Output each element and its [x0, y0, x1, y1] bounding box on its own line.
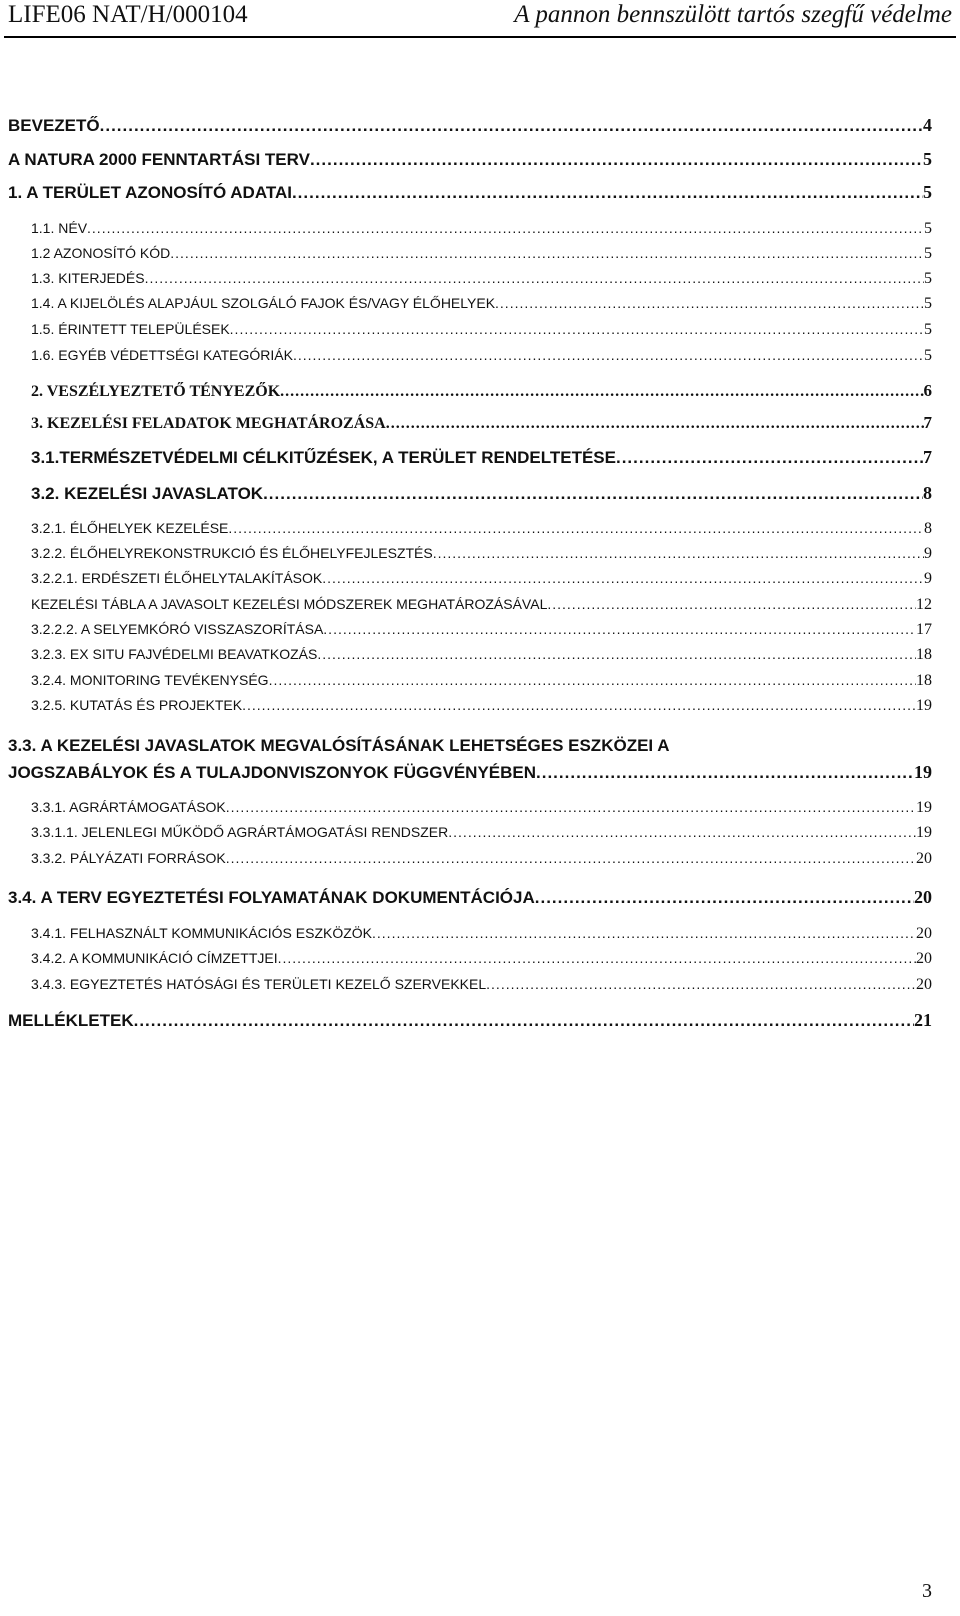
toc-entry-text: 2. VESZÉLYEZTETŐ TÉNYEZŐK [31, 383, 281, 400]
toc-entry-text: 3. KEZELÉSI FELADATOK MEGHATÁROZÁSA [31, 415, 386, 432]
toc-entry-mellekletek[interactable] [8, 1010, 932, 1031]
toc-entry-3-3-1[interactable] [31, 799, 932, 817]
toc-entry-page: 5 [924, 245, 932, 262]
toc-entry-3-2-2-2[interactable] [31, 621, 932, 639]
page-number: 3 [922, 1580, 932, 1602]
document-title: A pannon bennszülött tartós szegfű védelme [514, 1, 952, 28]
toc-entry-3-3-1-1[interactable] [31, 824, 932, 842]
toc-entry-3-2[interactable] [31, 483, 932, 504]
toc-entry-natura-2000[interactable] [8, 149, 932, 170]
toc-entry-text: 3.4.2. A KOMMUNIKÁCIÓ CÍMZETTJEI [31, 950, 278, 966]
toc-entry-text: 3.2.5. KUTATÁS ÉS PROJEKTEK [31, 697, 243, 713]
toc-entry-1-6[interactable] [31, 347, 932, 365]
toc-entry-page: 9 [924, 545, 932, 562]
toc-entry-3-1[interactable] [31, 447, 932, 468]
toc-entry-page: 5 [924, 295, 932, 312]
toc-entry-text: 3.3.1.1. JELENLEGI MŰKÖDŐ AGRÁRTÁMOGATÁSI RENDSZER [31, 824, 449, 840]
toc-entry-page: 20 [916, 976, 932, 993]
toc-entry-text: 1.5. ÉRINTETT TELEPÜLÉSEK [31, 321, 230, 337]
toc-entry-2[interactable] [31, 381, 932, 401]
toc-entry-3-4-1[interactable] [31, 925, 932, 943]
toc-entry-page: 20 [914, 887, 932, 907]
toc-entry-page: 5 [924, 270, 932, 287]
toc-entry-text: 3.2.1. ÉLŐHELYEK KEZELÉSE [31, 520, 229, 536]
toc-entry-page: 8 [923, 483, 932, 503]
toc-entry-3-2-2[interactable] [31, 545, 932, 563]
toc-entry-3-2-4[interactable] [31, 672, 932, 690]
header-divider [4, 36, 956, 38]
toc-entry-3-2-5[interactable] [31, 697, 932, 715]
toc-entry-text: 1.3. KITERJEDÉS [31, 270, 145, 286]
toc-entry-page: 19 [916, 799, 932, 816]
toc-entry-text: 3.1.TERMÉSZETVÉDELMI CÉLKITŰZÉSEK, A TERÜLET RENDELTETÉSE [31, 448, 616, 467]
toc-entry-page: 20 [916, 925, 932, 942]
toc-entry-text: 3.2. KEZELÉSI JAVASLATOK [31, 484, 264, 503]
toc-entry-3-3-2[interactable] [31, 850, 932, 868]
toc-entry-text: 3.2.4. MONITORING TEVÉKENYSÉG [31, 672, 269, 688]
toc-entry-3[interactable] [31, 413, 932, 433]
toc-entry-page: 19 [916, 824, 932, 841]
toc-entry-text: 1.6. EGYÉB VÉDETTSÉGI KATEGÓRIÁK [31, 347, 293, 363]
toc-entry-page: 18 [916, 646, 932, 663]
toc-entry-page: 7 [923, 447, 932, 467]
toc-entry-kezelesi-tabla[interactable] [31, 596, 932, 614]
toc-entry-page: 5 [923, 182, 932, 202]
toc-entry-3-2-2-1[interactable] [31, 570, 932, 588]
toc-entry-page: 19 [914, 762, 932, 782]
toc-entry-text: 1.1. NÉV [31, 220, 88, 236]
toc-entry-text: 3.3.1. AGRÁRTÁMOGATÁSOK [31, 799, 226, 815]
toc-entry-1-1[interactable] [31, 220, 932, 238]
toc-entry-page: 5 [924, 220, 932, 237]
toc-entry-3-4-3[interactable] [31, 976, 932, 994]
toc-entry-page: 18 [916, 672, 932, 689]
toc-entry-3-2-3[interactable] [31, 646, 932, 664]
toc-entry-page: 6 [923, 381, 932, 400]
toc-entry-page: 20 [916, 850, 932, 867]
toc-entry-page: 21 [914, 1010, 932, 1030]
toc-entry-text: 3.2.2.1. ERDÉSZETI ÉLŐHELYTALAKÍTÁSOK [31, 570, 323, 586]
toc-entry-text-line1: 3.3. A KEZELÉSI JAVASLATOK MEGVALÓSÍTÁSÁNAK LEHETSÉGES ESZKÖZEI A [8, 736, 670, 755]
toc-entry-1[interactable] [8, 182, 932, 203]
toc-entry-3-2-1[interactable] [31, 520, 932, 538]
toc-entry-text: 3.4.3. EGYEZTETÉS HATÓSÁGI ÉS TERÜLETI KEZELŐ SZERVEKKEL [31, 976, 487, 992]
toc-entry-text: KEZELÉSI TÁBLA A JAVASOLT KEZELÉSI MÓDSZEREK MEGHATÁROZÁSÁVAL [31, 596, 548, 612]
toc-entry-text: 1. A TERÜLET AZONOSÍTÓ ADATAI [8, 183, 292, 202]
toc-entry-text: BEVEZETŐ [8, 116, 100, 135]
toc-entry-text: A NATURA 2000 FENNTARTÁSI TERV [8, 150, 310, 169]
project-code: LIFE06 NAT/H/000104 [8, 1, 248, 28]
toc-entry-text: 3.2.2. ÉLŐHELYREKONSTRUKCIÓ ÉS ÉLŐHELYFEJLESZTÉS [31, 545, 433, 561]
toc-entry-page: 5 [924, 347, 932, 364]
toc-entry-page: 8 [924, 520, 932, 537]
toc-entry-3-3[interactable] [8, 733, 932, 786]
toc-entry-1-5[interactable] [31, 321, 932, 339]
toc-entry-text: 1.2 AZONOSÍTÓ KÓD [31, 245, 171, 261]
toc-entry-1-4[interactable] [31, 295, 932, 313]
toc-entry-bevezeto[interactable] [8, 115, 932, 136]
toc-entry-page: 19 [916, 697, 932, 714]
toc-entry-1-2[interactable] [31, 245, 932, 263]
toc-entry-text: MELLÉKLETEK [8, 1011, 134, 1030]
page-header [0, 0, 960, 50]
toc-entry-3-4-2[interactable] [31, 950, 932, 968]
toc-entry-text: 3.4.1. FELHASZNÁLT KOMMUNIKÁCIÓS ESZKÖZÖK [31, 925, 373, 941]
toc-entry-text: 1.4. A KIJELÖLÉS ALAPJÁUL SZOLGÁLÓ FAJOK ÉS/VAGY ÉLŐHELYEK [31, 295, 496, 311]
toc-entry-page: 20 [916, 950, 932, 967]
toc-entry-text: 3.3.2. PÁLYÁZATI FORRÁSOK [31, 850, 226, 866]
toc-entry-text: 3.2.3. EX SITU FAJVÉDELMI BEAVATKOZÁS [31, 646, 318, 662]
toc-entry-page: 5 [924, 321, 932, 338]
toc-entry-page: 7 [923, 413, 932, 432]
toc-entry-page: 9 [924, 570, 932, 587]
toc-entry-page: 12 [916, 596, 932, 613]
toc-entry-page: 5 [923, 149, 932, 169]
toc-entry-text: 3.2.2.2. A SELYEMKÓRÓ VISSZASZORÍTÁSA [31, 621, 324, 637]
toc-entry-page: 4 [923, 115, 932, 135]
toc-entry-page: 17 [916, 621, 932, 638]
toc-entry-3-4[interactable] [8, 887, 932, 908]
toc-entry-text-line2: JOGSZABÁLYOK ÉS A TULAJDONVISZONYOK FÜGGVÉNYÉBEN [8, 763, 537, 782]
toc-entry-1-3[interactable] [31, 270, 932, 288]
toc-entry-text: 3.4. A TERV EGYEZTETÉSI FOLYAMATÁNAK DOKUMENTÁCIÓJA [8, 888, 535, 907]
